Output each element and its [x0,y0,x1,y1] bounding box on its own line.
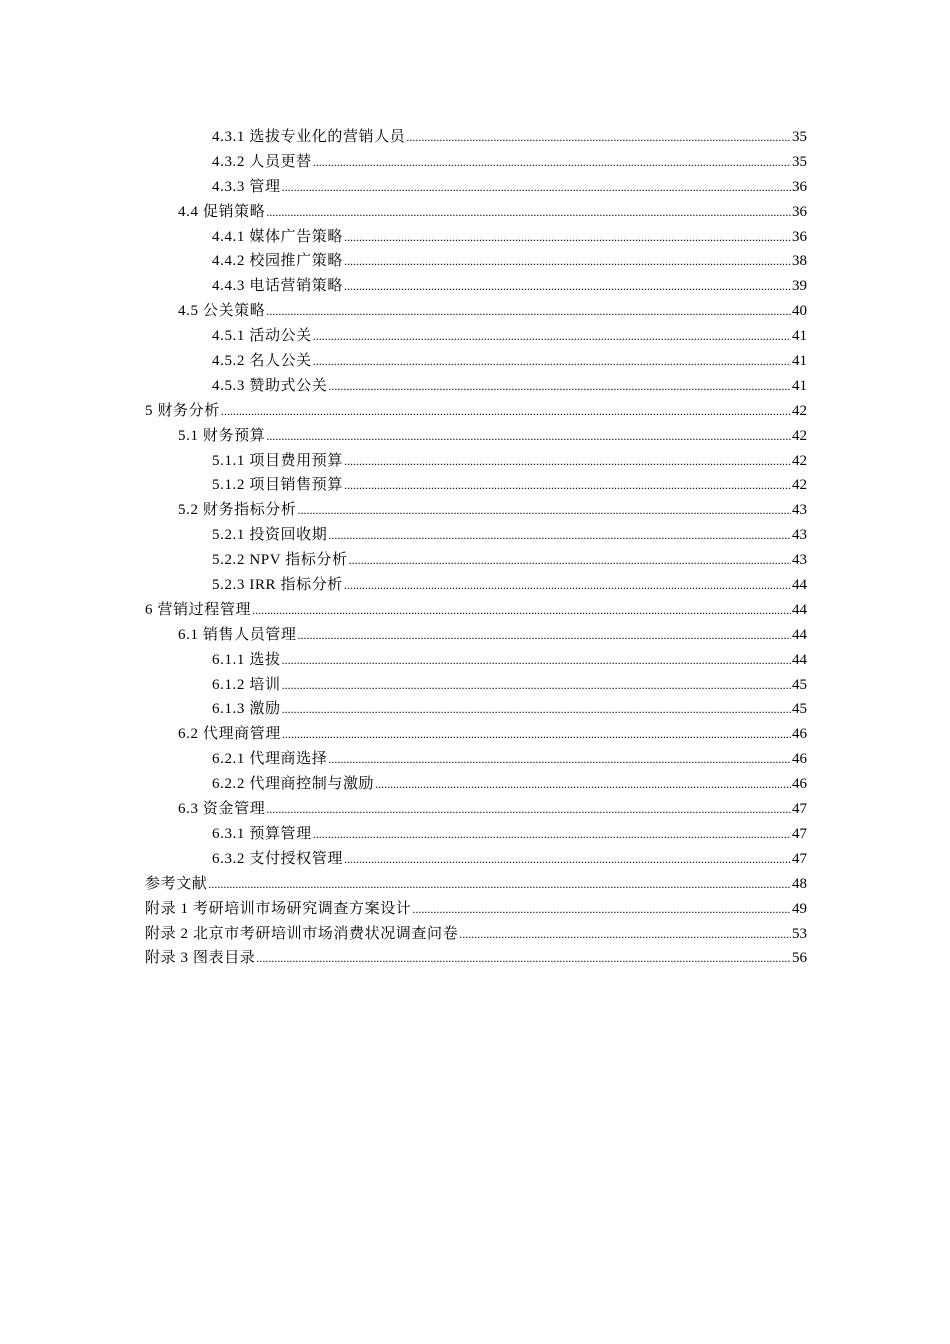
toc-entry[interactable] [145,349,807,374]
toc-dot-leader [328,523,791,548]
toc-entry-page-number: 42 [792,477,807,494]
toc-entry-page-number: 49 [792,900,807,917]
toc-entry[interactable] [145,847,807,872]
toc-entry[interactable] [145,449,807,474]
toc-entry-title: 5.2.2 NPV 指标分析 [212,552,348,569]
toc-entry-page-number: 39 [792,278,807,295]
toc-entry-title: 4.5 公关策略 [178,303,266,320]
toc-entry-title: 参考文献 [145,875,208,892]
toc-entry-page-number: 41 [792,353,807,370]
toc-entry-page-number: 44 [792,577,807,594]
toc-entry-page-number: 35 [792,129,807,145]
toc-entry-title: 4.5.2 名人公关 [212,353,312,370]
toc-entry-title: 5.2 财务指标分析 [178,502,297,519]
toc-dot-leader [313,150,791,175]
toc-dot-leader [282,175,791,200]
toc-dot-leader [313,324,791,349]
toc-entry[interactable] [145,374,807,399]
toc-entry-page-number: 47 [792,825,807,842]
table-of-contents [145,125,807,971]
toc-dot-leader [328,374,791,399]
toc-dot-leader [344,274,791,299]
toc-entry-title: 5.2.1 投资回收期 [212,527,328,544]
toc-entry[interactable] [145,125,807,150]
toc-dot-leader [344,473,791,498]
toc-entry-page-number: 47 [792,801,807,818]
toc-entry[interactable] [145,399,807,424]
toc-dot-leader [282,648,791,673]
toc-entry-title: 4.3.1 选拔专业化的营销人员 [212,129,406,145]
toc-entry[interactable] [145,897,807,922]
toc-entry-title: 4.4 促销策略 [178,203,266,220]
toc-entry-title: 4.4.1 媒体广告策略 [212,228,343,245]
toc-entry-title: 5.1.1 项目费用预算 [212,452,343,469]
toc-entry[interactable] [145,673,807,698]
toc-entry-page-number: 42 [792,402,807,419]
toc-entry-page-number: 46 [792,751,807,768]
toc-entry-title: 4.3.3 管理 [212,178,281,195]
toc-dot-leader [282,697,791,722]
toc-entry[interactable] [145,175,807,200]
toc-entry-page-number: 45 [792,676,807,693]
toc-entry-page-number: 53 [792,925,807,942]
toc-entry-title: 5.1 财务预算 [178,427,266,444]
toc-dot-leader [208,872,791,897]
toc-dot-leader [252,598,791,623]
toc-entry-page-number: 44 [792,626,807,643]
toc-entry-title: 5 财务分析 [145,402,220,419]
toc-entry-title: 附录 1 考研培训市场研究调查方案设计 [145,900,412,917]
toc-entry[interactable] [145,797,807,822]
toc-entry-page-number: 36 [792,228,807,245]
toc-entry[interactable] [145,648,807,673]
toc-entry-page-number: 48 [792,875,807,892]
toc-entry-page-number: 43 [792,552,807,569]
toc-entry[interactable] [145,946,807,971]
toc-dot-leader [266,424,791,449]
toc-dot-leader [256,946,791,971]
toc-entry[interactable] [145,722,807,747]
toc-dot-leader [266,797,791,822]
toc-entry-title: 6.3.1 预算管理 [212,825,312,842]
toc-entry[interactable] [145,598,807,623]
toc-dot-leader [298,623,791,648]
toc-entry[interactable] [145,872,807,897]
toc-dot-leader [344,847,791,872]
toc-entry[interactable] [145,150,807,175]
toc-entry-page-number: 42 [792,427,807,444]
toc-entry-title: 6.1.3 激励 [212,701,281,718]
toc-entry[interactable] [145,697,807,722]
toc-entry-title: 6.2.2 代理商控制与激励 [212,776,375,793]
toc-entry-page-number: 45 [792,701,807,718]
toc-entry-title: 4.4.3 电话营销策略 [212,278,343,295]
toc-dot-leader [344,449,791,474]
toc-dot-leader [344,249,791,274]
toc-entry-title: 6.1.2 培训 [212,676,281,693]
toc-entry-page-number: 46 [792,726,807,743]
toc-entry-title: 4.3.2 人员更替 [212,153,312,170]
toc-entry-page-number: 42 [792,452,807,469]
toc-entry[interactable] [145,548,807,573]
toc-dot-leader [282,722,791,747]
toc-dot-leader [349,548,791,573]
toc-entry-title: 附录 2 北京市考研培训市场消费状况调查问卷 [145,925,459,942]
toc-dot-leader [298,498,791,523]
toc-entry-title: 6.2 代理商管理 [178,726,281,743]
toc-dot-leader [328,747,791,772]
toc-entry[interactable] [145,249,807,274]
toc-entry-page-number: 36 [792,203,807,220]
toc-entry[interactable] [145,424,807,449]
toc-entry-page-number: 40 [792,303,807,320]
toc-dot-leader [221,399,791,424]
toc-entry-title: 6.2.1 代理商选择 [212,751,328,768]
toc-entry-page-number: 35 [792,153,807,170]
toc-entry[interactable] [145,523,807,548]
toc-entry[interactable] [145,498,807,523]
toc-dot-leader [266,200,791,225]
toc-entry[interactable] [145,573,807,598]
toc-dot-leader [266,299,791,324]
toc-entry-title: 6 营销过程管理 [145,601,252,618]
toc-dot-leader [282,673,791,698]
toc-entry-title: 5.1.2 项目销售预算 [212,477,343,494]
toc-entry-title: 4.5.3 赞助式公关 [212,377,328,394]
toc-entry[interactable] [145,473,807,498]
toc-entry-title: 4.4.2 校园推广策略 [212,253,343,270]
toc-entry-title: 6.1 销售人员管理 [178,626,297,643]
toc-entry[interactable] [145,274,807,299]
toc-entry-page-number: 38 [792,253,807,270]
toc-entry[interactable] [145,623,807,648]
toc-dot-leader [344,573,791,598]
toc-entry-page-number: 36 [792,178,807,195]
toc-entry-title: 6.3.2 支付授权管理 [212,850,343,867]
toc-entry[interactable] [145,299,807,324]
toc-dot-leader [459,922,791,947]
toc-entry-page-number: 41 [792,328,807,345]
toc-entry-title: 5.2.3 IRR 指标分析 [212,577,343,594]
toc-entry[interactable] [145,225,807,250]
toc-entry[interactable] [145,324,807,349]
toc-entry-page-number: 43 [792,502,807,519]
toc-entry-page-number: 44 [792,651,807,668]
toc-entry-page-number: 41 [792,377,807,394]
toc-dot-leader [313,822,791,847]
toc-entry-page-number: 44 [792,601,807,618]
toc-entry-page-number: 46 [792,776,807,793]
toc-dot-leader [412,897,791,922]
toc-entry-title: 4.5.1 活动公关 [212,328,312,345]
toc-entry[interactable] [145,772,807,797]
toc-entry-page-number: 43 [792,527,807,544]
toc-dot-leader [375,772,791,797]
toc-entry[interactable] [145,200,807,225]
toc-entry-title: 附录 3 图表目录 [145,950,256,967]
toc-entry[interactable] [145,822,807,847]
toc-dot-leader [313,349,791,374]
toc-entry[interactable] [145,747,807,772]
toc-entry-title: 6.3 资金管理 [178,801,266,818]
toc-entry-title: 6.1.1 选拔 [212,651,281,668]
toc-entry-page-number: 56 [792,950,807,967]
toc-dot-leader [406,125,791,150]
toc-entry[interactable] [145,922,807,947]
toc-dot-leader [344,225,791,250]
toc-entry-page-number: 47 [792,850,807,867]
